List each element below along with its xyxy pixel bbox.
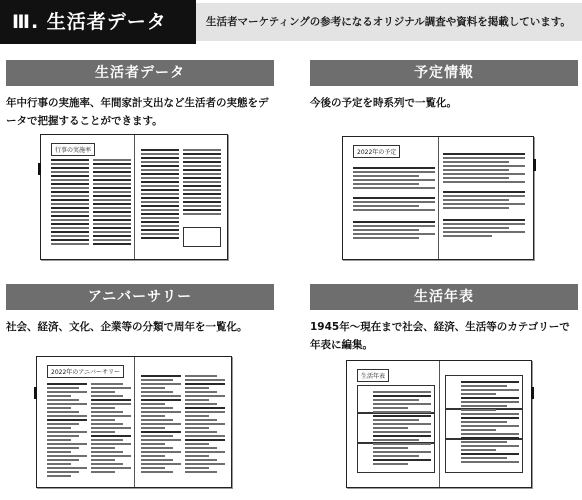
section-seikatsu-nenpyo xyxy=(310,284,578,354)
section-heading: アニバーサリー xyxy=(6,284,274,310)
section-anniversary xyxy=(6,284,274,336)
section-description: 1945年～現在まで社会、経済、生活等のカテゴリーで年表に編集。 xyxy=(310,321,570,351)
thumbnail-caption: 行事の実施率 xyxy=(51,143,95,156)
page-fold xyxy=(134,357,135,487)
thumbnail-caption: 生活年表 xyxy=(357,369,389,382)
document-thumbnail[interactable] xyxy=(36,356,232,488)
timeline-lines xyxy=(461,381,519,465)
table-lines xyxy=(183,149,221,217)
section-description: 年中行事の実施率、年間家計支出など生活者の実態をデータで把握することができます。 xyxy=(6,97,269,127)
table-lines xyxy=(443,153,525,185)
thumbnail-caption: 2022年のアニバーサリー xyxy=(47,365,124,378)
notes-box xyxy=(183,227,221,247)
page-fold xyxy=(438,137,439,259)
page-fold xyxy=(134,135,135,259)
list-lines xyxy=(47,383,87,479)
section-heading: 生活者データ xyxy=(6,60,274,86)
table-lines xyxy=(353,167,435,191)
section-yotei-joho xyxy=(310,60,578,112)
table-lines xyxy=(443,219,525,239)
document-thumbnail[interactable] xyxy=(342,136,534,260)
list-lines xyxy=(185,375,225,475)
section-description: 今後の予定を時系列で一覧化。 xyxy=(310,97,457,109)
table-lines xyxy=(353,197,435,213)
list-lines xyxy=(91,383,131,475)
table-lines xyxy=(353,221,435,241)
index-tab xyxy=(34,387,37,399)
document-thumbnail[interactable] xyxy=(346,360,532,488)
section-heading: 生活年表 xyxy=(310,284,578,310)
page-description: 生活者マーケティングの参考になるオリジナル調査や資料を掲載しています。 xyxy=(196,3,582,41)
table-lines xyxy=(93,159,131,247)
table-lines xyxy=(141,149,179,241)
page-header xyxy=(0,0,582,44)
page-fold xyxy=(439,361,440,487)
table-lines xyxy=(51,159,89,247)
list-lines xyxy=(141,375,181,475)
thumbnail-caption: 2022年の予定 xyxy=(353,145,400,158)
index-tab xyxy=(38,163,41,175)
section-description: 社会、経済、文化、企業等の分類で周年を一覧化。 xyxy=(6,321,248,333)
document-thumbnail[interactable] xyxy=(40,134,228,260)
table-lines xyxy=(443,191,525,211)
index-tab xyxy=(533,159,536,171)
section-seikatsusha-data xyxy=(6,60,274,130)
timeline-lines xyxy=(373,391,431,467)
section-heading: 予定情報 xyxy=(310,60,578,86)
page-title: Ⅲ. 生活者データ xyxy=(0,0,196,44)
index-tab xyxy=(531,387,534,399)
